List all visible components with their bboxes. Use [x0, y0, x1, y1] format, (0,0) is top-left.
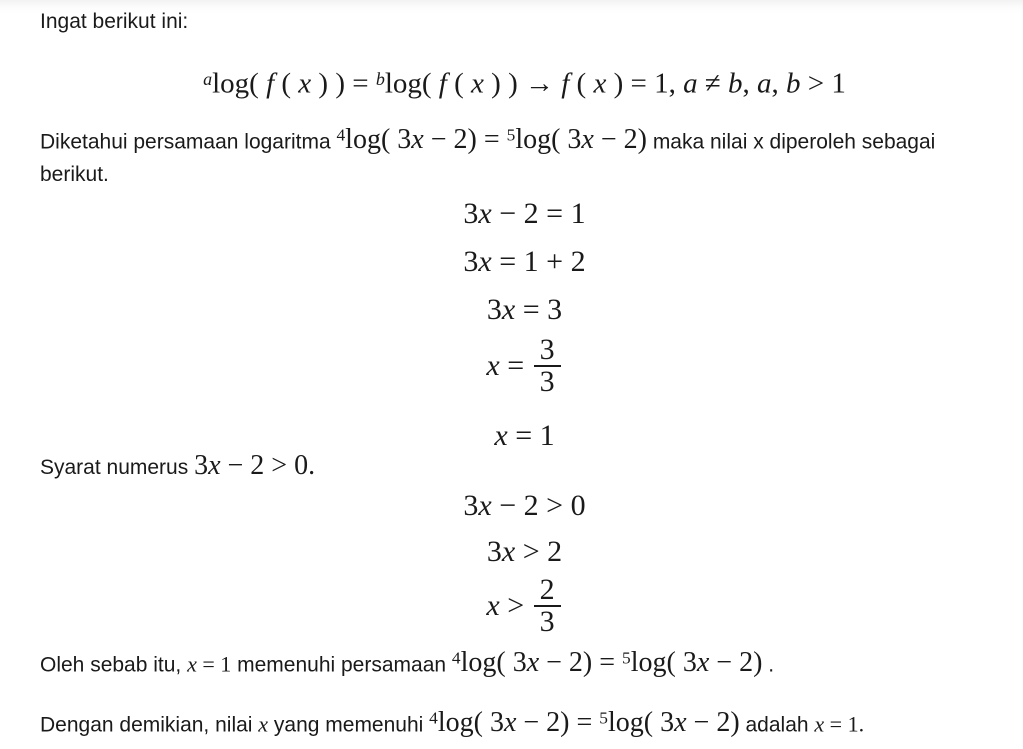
- inline-math: $^4$log( 3x − 2) = $^5$log( 3x − 2): [336, 123, 647, 155]
- inline-math: $^4$log( 3x − 2) = $^5$log( 3x − 2): [451, 647, 763, 679]
- text-run: maka nilai x diperoleh sebagai: [646, 129, 936, 153]
- text-run: yang memenuhi: [268, 713, 430, 737]
- text-run: .: [762, 653, 775, 677]
- conclusion-statement-1: [40, 641, 1009, 683]
- text-run: Syarat numerus: [40, 455, 195, 479]
- text-run: adalah: [739, 713, 815, 737]
- text-run: Oleh sebab itu,: [40, 653, 188, 677]
- text-run: memenuhi persamaan: [231, 653, 452, 677]
- inline-math: x = 1.: [814, 711, 865, 737]
- inline-math: $^4$log( 3x − 2) = $^5$log( 3x − 2): [429, 707, 740, 739]
- text-run: Dengan demikian, nilai: [40, 713, 259, 737]
- condition-step-3: x > $\frac{2}{3}$: [40, 577, 1009, 639]
- equation-step-3: 3x = 3: [486, 292, 563, 326]
- equation-step-5: x = 1: [494, 418, 555, 452]
- condition-step-2: 3x > 2: [486, 534, 563, 568]
- equation-step-1: 3x − 2 = 1: [463, 196, 586, 230]
- condition-step-1: 3x − 2 > 0: [463, 488, 586, 522]
- inline-math: x: [258, 711, 269, 737]
- inline-math: 3x − 2 > 0.: [194, 449, 316, 481]
- equation-step-4: x = $\frac{3}{3}$: [40, 337, 1009, 399]
- given-statement: [40, 119, 1009, 191]
- inline-math: x = 1: [187, 651, 232, 677]
- conclusion-statement-2: [40, 701, 1009, 743]
- intro-text: Ingat berikut ini:: [40, 10, 189, 33]
- fraction: $\frac{2}{3}$: [534, 575, 561, 637]
- numerus-condition-statement: [40, 451, 1009, 483]
- equation-step-2: 3x = 1 + 2: [463, 244, 586, 278]
- text-run: berikut.: [40, 162, 109, 186]
- rule-formula: $^a$log( f ( x ) ) = $^b$log( f ( x ) ) → f ( x ) = 1, a ≠ b, a, b > 1: [203, 67, 846, 100]
- text-run: Diketahui persamaan logaritma: [40, 129, 337, 153]
- fraction: $\frac{3}{3}$: [534, 335, 561, 397]
